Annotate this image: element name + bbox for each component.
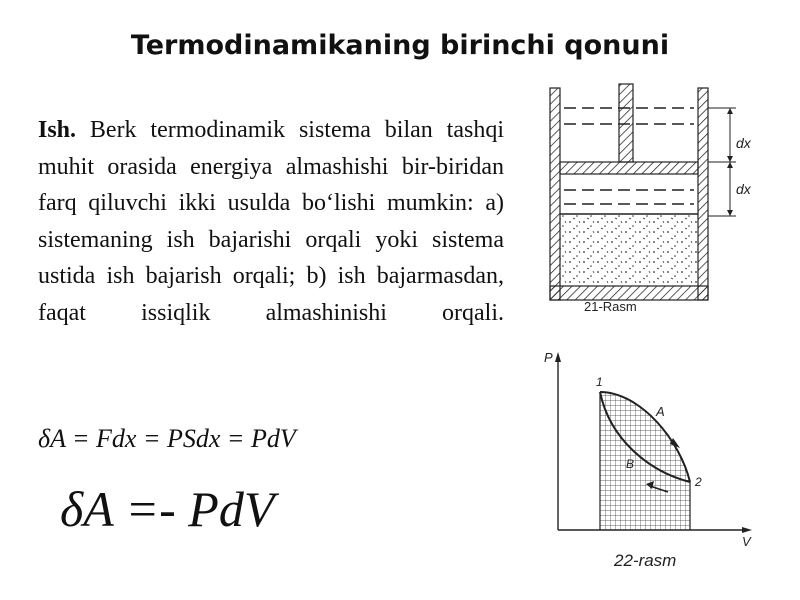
axis-v-label: V <box>742 534 751 549</box>
piston-cylinder-diagram <box>540 80 770 320</box>
figure-22-caption: 22-rasm <box>614 551 677 570</box>
dx-label-bottom: dx <box>736 181 751 197</box>
dx-label-top: dx <box>736 135 751 151</box>
point-2-label: 2 <box>695 475 702 489</box>
work-formula-large: δA =- PdV <box>60 481 275 537</box>
body-paragraph <box>38 112 504 331</box>
curve-a-label: A <box>656 404 665 419</box>
axis-p-label: P <box>544 350 553 365</box>
point-1-label: 1 <box>596 375 603 389</box>
work-formula: δA = Fdx = PSdx = PdV <box>38 424 296 453</box>
pv-diagram <box>530 340 770 580</box>
curve-b-label: B <box>626 457 635 471</box>
figure-22 <box>530 340 770 580</box>
figure-21 <box>540 80 770 320</box>
figure-21-caption: 21-Rasm <box>584 299 637 314</box>
slide-title: Termodinamikaning birinchi qonuni <box>130 30 670 61</box>
paragraph-text: Berk termodinamik sistema bilan tashqi muhit orasida energiya almashishi bir-biridan farq qiluvchi ikki usulda bo‘lishi mumkin: a) sistemaning ish bajarishi orqali yoki sistema ustida ish bajarish orqali; b) ish bajarmasdan, faqat issiqlik almashinishi orqali. <box>38 117 504 326</box>
paragraph-lead: Ish. <box>38 117 77 143</box>
